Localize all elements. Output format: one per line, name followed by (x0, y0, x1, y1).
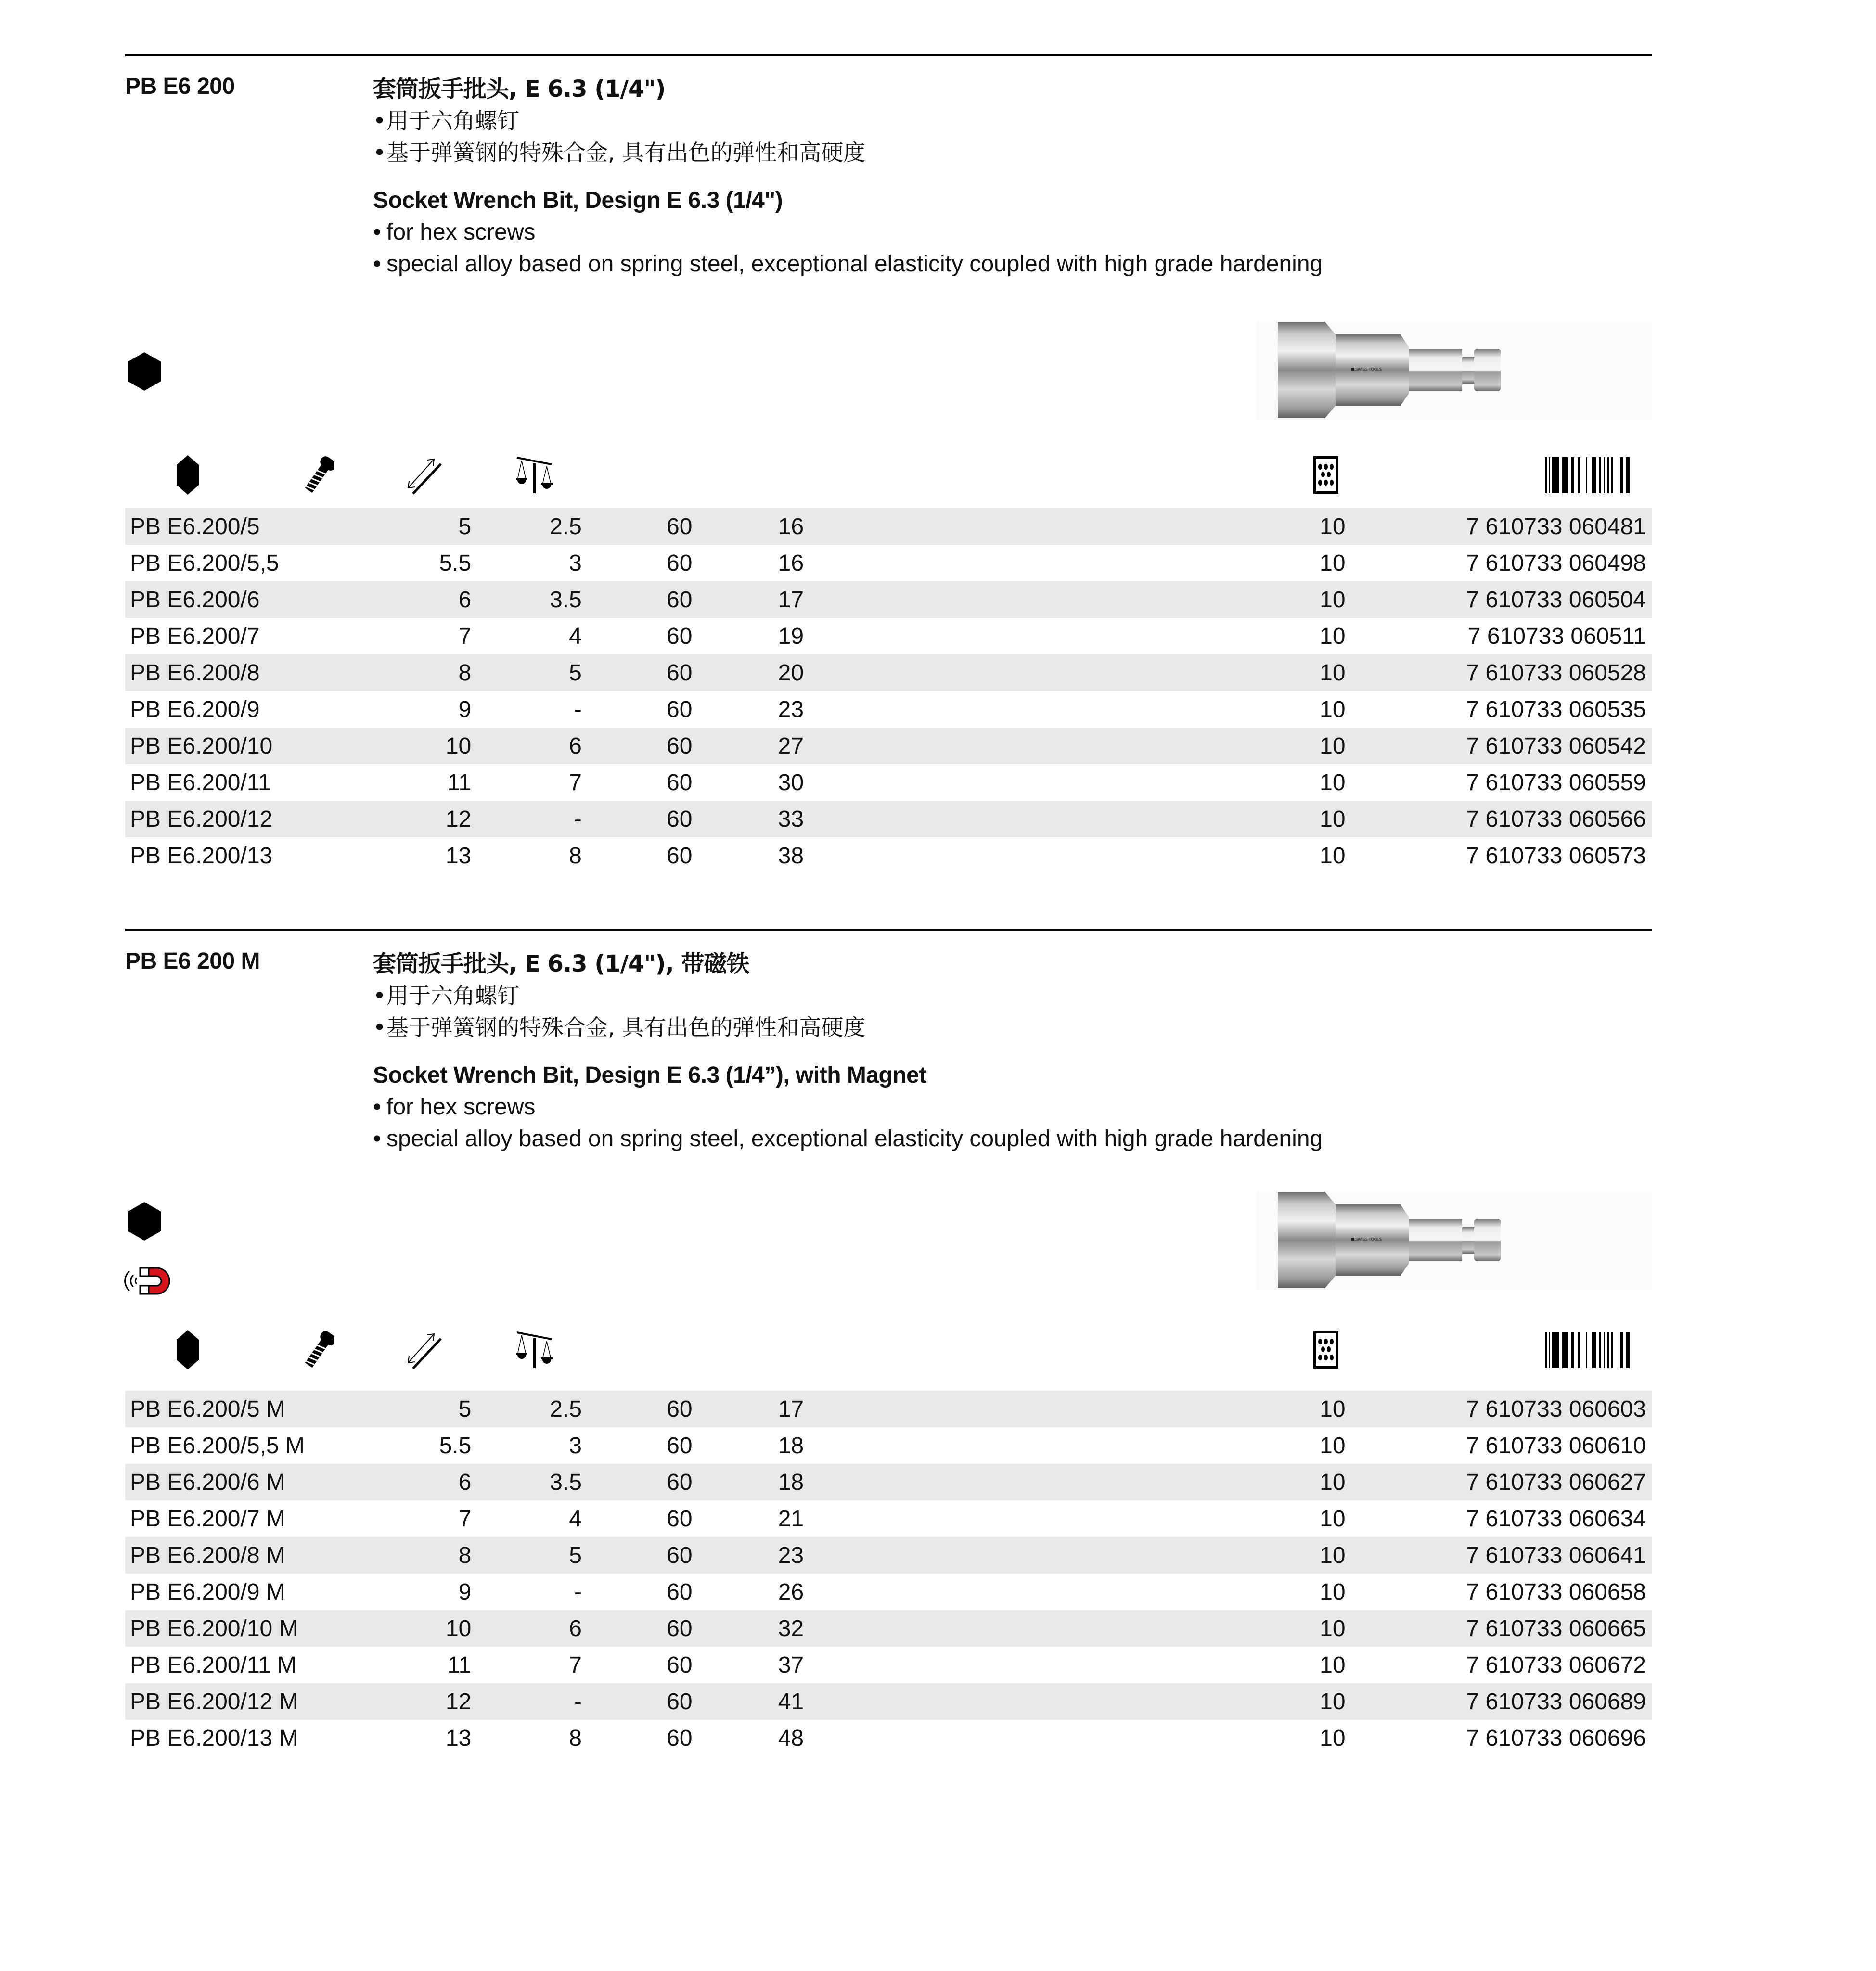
hex-size: 10 (409, 1610, 471, 1647)
weight-g: 18 (778, 1433, 804, 1459)
hex-key-size: 6 (471, 728, 582, 764)
ean-code: 7 610733 060665 (1346, 1610, 1652, 1647)
spacer (804, 1537, 1313, 1574)
spacer (804, 1610, 1313, 1647)
zh-bullet: •基于弹簧钢的特殊合金, 具有出色的弹性和高硬度 (373, 140, 866, 166)
hex-size: 10 (409, 728, 471, 764)
hexagon-icon (128, 1202, 161, 1241)
table-row (125, 801, 1652, 837)
length-mm: 60 (582, 654, 693, 691)
table-row (125, 837, 1652, 874)
length-mm: 60 (582, 728, 693, 764)
ean-code: 7 610733 060627 (1346, 1464, 1652, 1500)
ean-code: 7 610733 060603 (1346, 1391, 1652, 1427)
table-row (125, 1500, 1652, 1537)
en-bullet: • special alloy based on spring steel, exceptional elasticity coupled with high grade hardening (373, 251, 1323, 277)
pack-quantity: 10 (1313, 1391, 1346, 1427)
hex-key-size: - (471, 801, 582, 837)
spacer (804, 618, 1313, 654)
socket-wrench-bit-image (1256, 1191, 1652, 1290)
table-row (125, 1683, 1652, 1720)
hexagon-icon (128, 352, 161, 391)
brand-label: SWISS TOOLS (1355, 1237, 1382, 1241)
article-number: PB E6.200/8 M (125, 1537, 409, 1574)
weight-g: 16 (778, 550, 804, 576)
length-mm: 60 (582, 1537, 693, 1574)
hex-size-icon (166, 1328, 209, 1371)
table-row (125, 618, 1652, 654)
spacer (804, 581, 1313, 618)
length-mm: 60 (667, 843, 693, 869)
hex-size: 7 (458, 623, 472, 649)
table-row (125, 1720, 1652, 1756)
article-number: PB E6.200/8 (125, 654, 409, 691)
spacer (804, 1647, 1313, 1683)
product-table (125, 1391, 1652, 1756)
hex-size: 7 (458, 1506, 472, 1532)
table-row (125, 1537, 1652, 1574)
length-mm: 60 (582, 1610, 693, 1647)
pack-quantity-icon (1304, 1328, 1348, 1371)
ean-code: 7 610733 060696 (1466, 1725, 1646, 1751)
weight-g: 21 (778, 1506, 804, 1532)
article-number: PB E6.200/10 (125, 728, 409, 764)
table-row (125, 728, 1652, 764)
article-number: PB E6.200/9 M (130, 1579, 285, 1605)
zh-title: 套筒扳手批头, E 6.3 (1/4") (373, 76, 666, 102)
article-number: PB E6.200/7 M (130, 1506, 285, 1532)
ean-code: 7 610733 060504 (1346, 581, 1652, 618)
product-description (373, 948, 1624, 1155)
ean-code: 7 610733 060559 (1466, 769, 1646, 795)
article-number: PB E6.200/5 (125, 508, 409, 545)
article-number: PB E6.200/13 M (130, 1725, 298, 1751)
length-mm: 60 (667, 1433, 693, 1459)
spacer (804, 1464, 1313, 1500)
hex-size: 9 (458, 1579, 472, 1605)
hex-size: 13 (445, 1725, 472, 1751)
product-code: PB E6 200 (125, 74, 235, 99)
weight-g: 27 (692, 728, 804, 764)
article-number: PB E6.200/5,5 (130, 550, 279, 576)
article-number: PB E6.200/6 (125, 581, 409, 618)
weight-scale-icon (508, 453, 561, 497)
hex-key-size: 8 (569, 1725, 582, 1751)
spacer (804, 545, 1313, 581)
length-mm: 60 (667, 623, 693, 649)
hex-key-size: 2.5 (471, 1391, 582, 1427)
socket-wrench-bit-image (1256, 321, 1652, 420)
weight-g: 26 (778, 1579, 804, 1605)
hex-key-size: 4 (569, 623, 582, 649)
hex-key-size: - (574, 1579, 582, 1605)
hex-size: 13 (445, 843, 472, 869)
pack-quantity: 10 (1313, 1683, 1346, 1720)
spacer (804, 508, 1313, 545)
hex-key-size: 3 (569, 550, 582, 576)
table-row (125, 1610, 1652, 1647)
hex-size: 6 (409, 581, 471, 618)
weight-g: 30 (778, 769, 804, 795)
length-icon (395, 1328, 452, 1371)
table-row (125, 691, 1652, 728)
zh-bullet: •基于弹簧钢的特殊合金, 具有出色的弹性和高硬度 (373, 1014, 866, 1040)
hex-key-screw-icon (296, 453, 339, 497)
weight-g: 33 (692, 801, 804, 837)
spacer (804, 1391, 1313, 1427)
ean-code: 7 610733 060566 (1346, 801, 1652, 837)
ean-code: 7 610733 060610 (1466, 1433, 1646, 1459)
article-number: PB E6.200/11 (130, 769, 271, 795)
ean-code: 7 610733 060542 (1346, 728, 1652, 764)
weight-g: 16 (692, 508, 804, 545)
section-divider (125, 929, 1652, 931)
article-number: PB E6.200/7 (130, 623, 260, 649)
table-row (125, 1464, 1652, 1500)
zh-bullet: •用于六角螺钉 (373, 983, 519, 1009)
pack-quantity: 10 (1320, 623, 1346, 649)
ean-code: 7 610733 060481 (1346, 508, 1652, 545)
ean-code: 7 610733 060511 (1467, 623, 1646, 649)
zh-bullet: •用于六角螺钉 (373, 108, 519, 134)
ean-code: 7 610733 060528 (1346, 654, 1652, 691)
length-mm: 60 (667, 1725, 693, 1751)
weight-g: 19 (778, 623, 804, 649)
pack-quantity: 10 (1313, 1610, 1346, 1647)
pack-quantity: 10 (1313, 801, 1346, 837)
weight-scale-icon (508, 1328, 561, 1371)
article-number: PB E6.200/6 M (125, 1464, 409, 1500)
section-divider (125, 54, 1652, 56)
length-mm: 60 (667, 1506, 693, 1532)
pack-quantity: 10 (1320, 550, 1346, 576)
ean-code: 7 610733 060498 (1466, 550, 1646, 576)
product-description (373, 73, 1624, 280)
article-number: PB E6.200/12 M (125, 1683, 409, 1720)
ean-code: 7 610733 060672 (1466, 1652, 1646, 1678)
ean-code: 7 610733 060535 (1466, 696, 1646, 722)
article-number: PB E6.200/5,5 M (130, 1433, 305, 1459)
article-number: PB E6.200/13 (130, 843, 273, 869)
magnet-icon (123, 1267, 171, 1295)
weight-g: 23 (778, 696, 804, 722)
weight-g: 48 (778, 1725, 804, 1751)
weight-g: 37 (778, 1652, 804, 1678)
zh-title: 套筒扳手批头, E 6.3 (1/4"), 带磁铁 (373, 950, 749, 977)
table-row (125, 1647, 1652, 1683)
hex-size: 5 (409, 1391, 471, 1427)
table-row (125, 1427, 1652, 1464)
hex-size: 5.5 (439, 1433, 472, 1459)
pack-quantity: 10 (1320, 1506, 1346, 1532)
table-row (125, 654, 1652, 691)
hex-size: 8 (409, 1537, 471, 1574)
table-row (125, 508, 1652, 545)
en-title: Socket Wrench Bit, Design E 6.3 (1/4”), with Magnet (373, 1062, 926, 1088)
hex-key-size: 3.5 (471, 581, 582, 618)
article-number: PB E6.200/12 (125, 801, 409, 837)
hex-size: 12 (409, 1683, 471, 1720)
article-number: PB E6.200/9 (130, 696, 260, 722)
length-mm: 60 (667, 550, 693, 576)
spacer (804, 1683, 1313, 1720)
spacer (804, 1427, 1313, 1464)
pack-quantity: 10 (1320, 769, 1346, 795)
weight-g: 23 (693, 1537, 804, 1574)
en-bullet: • special alloy based on spring steel, exceptional elasticity coupled with high grade hardening (373, 1126, 1323, 1152)
pack-quantity: 10 (1320, 1433, 1346, 1459)
brand-label: SWISS TOOLS (1355, 367, 1382, 371)
ean-code: 7 610733 060573 (1466, 843, 1646, 869)
hex-size: 12 (409, 801, 471, 837)
article-number: PB E6.200/5 M (125, 1391, 409, 1427)
hex-key-size: - (574, 696, 582, 722)
barcode-icon (1545, 453, 1656, 497)
hex-key-size: 7 (569, 769, 582, 795)
hex-size: 5 (409, 508, 471, 545)
ean-code: 7 610733 060689 (1346, 1683, 1652, 1720)
hex-key-size: 5 (471, 654, 582, 691)
pack-quantity: 10 (1320, 1725, 1346, 1751)
length-mm: 60 (582, 1683, 693, 1720)
length-mm: 60 (582, 581, 693, 618)
spacer (804, 728, 1313, 764)
weight-g: 18 (693, 1464, 804, 1500)
spacer (804, 1574, 1313, 1610)
hex-key-size: 8 (569, 843, 582, 869)
ean-code: 7 610733 060658 (1466, 1579, 1646, 1605)
table-row (125, 1574, 1652, 1610)
en-title: Socket Wrench Bit, Design E 6.3 (1/4") (373, 188, 783, 213)
weight-g: 38 (778, 843, 804, 869)
spacer (804, 837, 1313, 874)
length-mm: 60 (582, 801, 693, 837)
product-table (125, 508, 1652, 874)
pack-quantity: 10 (1313, 1537, 1346, 1574)
length-mm: 60 (667, 696, 693, 722)
article-number: PB E6.200/11 M (130, 1652, 296, 1678)
pack-quantity: 10 (1313, 654, 1346, 691)
hex-size: 11 (447, 769, 472, 795)
length-mm: 60 (582, 1464, 693, 1500)
weight-g: 41 (693, 1683, 804, 1720)
length-mm: 60 (667, 1579, 693, 1605)
weight-g: 17 (692, 581, 804, 618)
ean-code: 7 610733 060641 (1346, 1537, 1652, 1574)
weight-g: 32 (693, 1610, 804, 1647)
hex-key-size: - (471, 1683, 582, 1720)
spacer (804, 691, 1313, 728)
product-code: PB E6 200 M (125, 948, 260, 974)
length-mm: 60 (667, 1652, 693, 1678)
table-row (125, 545, 1652, 581)
hex-key-size: 5 (471, 1537, 582, 1574)
pack-quantity: 10 (1320, 1579, 1346, 1605)
length-mm: 60 (582, 1391, 693, 1427)
hex-key-size: 6 (471, 1610, 582, 1647)
hex-key-size: 7 (569, 1652, 582, 1678)
length-mm: 60 (582, 508, 693, 545)
weight-g: 20 (692, 654, 804, 691)
hex-key-size: 2.5 (471, 508, 582, 545)
hex-size: 9 (458, 696, 472, 722)
hex-key-screw-icon (296, 1328, 339, 1371)
pack-quantity-icon (1304, 453, 1348, 497)
length-mm: 60 (667, 769, 693, 795)
pack-quantity: 10 (1313, 1464, 1346, 1500)
spacer (804, 1720, 1313, 1756)
ean-code: 7 610733 060634 (1466, 1506, 1646, 1532)
spacer (804, 1500, 1313, 1537)
spacer (804, 801, 1313, 837)
pack-quantity: 10 (1313, 508, 1346, 545)
hex-size: 6 (409, 1464, 471, 1500)
hex-size: 8 (409, 654, 471, 691)
spacer (804, 654, 1313, 691)
hex-size-icon (166, 453, 209, 497)
pack-quantity: 10 (1320, 696, 1346, 722)
weight-g: 17 (693, 1391, 804, 1427)
pack-quantity: 10 (1320, 1652, 1346, 1678)
table-row (125, 1391, 1652, 1427)
hex-size: 5.5 (439, 550, 472, 576)
pack-quantity: 10 (1313, 581, 1346, 618)
pack-quantity: 10 (1320, 843, 1346, 869)
table-row (125, 581, 1652, 618)
spacer (804, 764, 1313, 801)
hex-key-size: 3 (569, 1433, 582, 1459)
hex-key-size: 3.5 (471, 1464, 582, 1500)
en-bullet: • for hex screws (373, 219, 536, 245)
en-bullet: • for hex screws (373, 1094, 536, 1120)
length-icon (395, 453, 452, 497)
table-row (125, 764, 1652, 801)
hex-key-size: 4 (569, 1506, 582, 1532)
hex-size: 11 (447, 1652, 472, 1678)
pack-quantity: 10 (1313, 728, 1346, 764)
article-number: PB E6.200/10 M (125, 1610, 409, 1647)
barcode-icon (1545, 1328, 1656, 1371)
